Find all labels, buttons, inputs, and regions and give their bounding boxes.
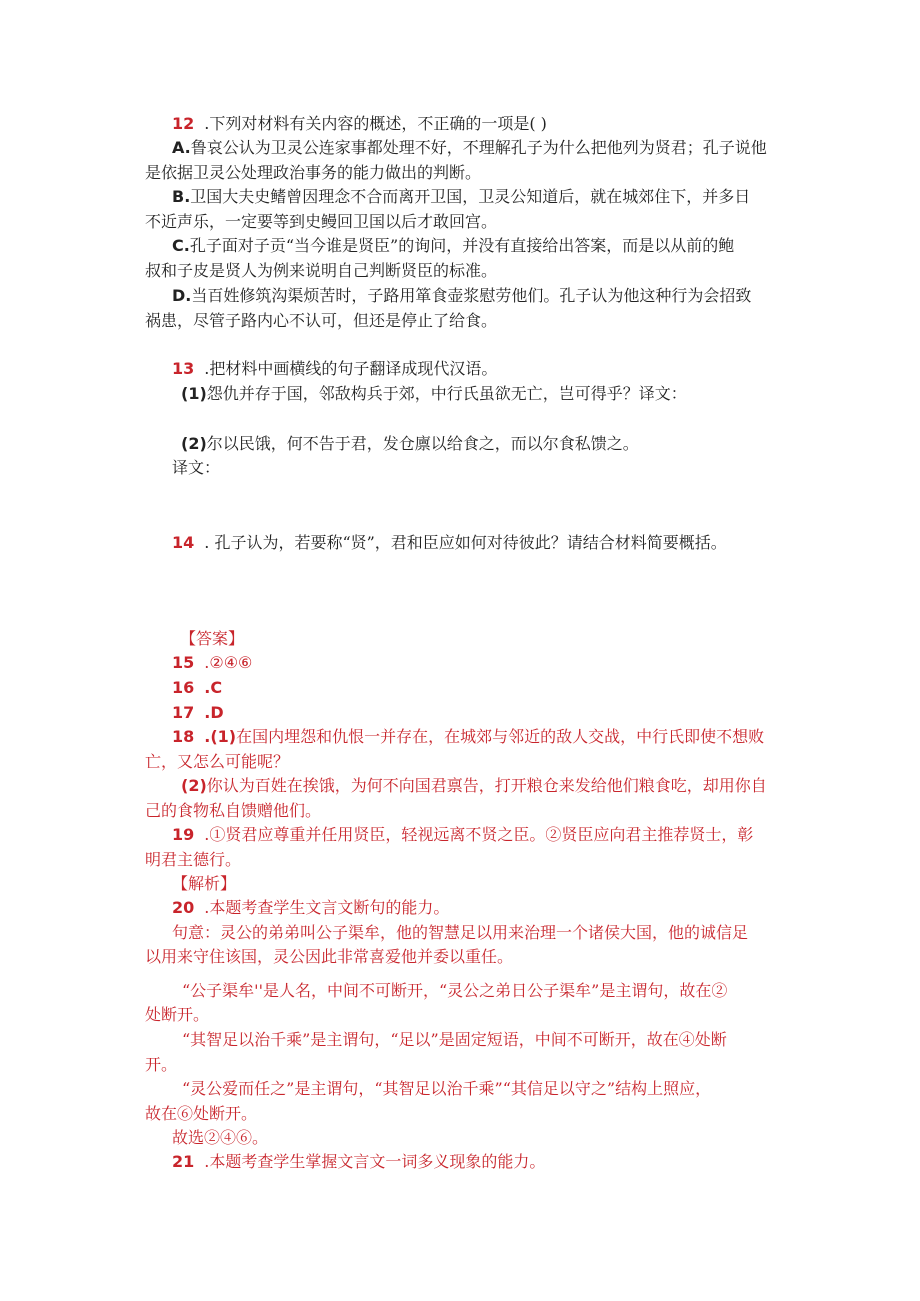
answer-text: .C: [204, 678, 223, 697]
option-a-line-1: [172, 136, 767, 160]
question-number: 12: [172, 114, 195, 133]
sentence-text: 尔以民饿，何不告于君，发仓廪以给食之，而以尔食私馈之。: [206, 434, 639, 453]
answer-16: [172, 676, 222, 700]
option-b-line-1: [172, 185, 750, 209]
analysis-p1-line-2: 以用来守住该国，灵公因此非常喜爱他并委以重任。: [145, 947, 514, 966]
answer-19-line-1: [172, 823, 753, 847]
option-label: A.: [172, 138, 191, 157]
option-text: 鲁哀公认为卫灵公连家事都处理不好，不理解孔子为什么把他列为贤君；孔子说他: [190, 138, 767, 157]
answer-19-line-2: 明君主德行。: [145, 850, 242, 869]
option-text: 当百姓修筑沟渠烦苦时，子路用箪食壶浆慰劳他们。孔子认为他这种行为会招致: [191, 286, 752, 305]
question-12-stem: [172, 112, 547, 136]
sentence-label: (2): [181, 434, 207, 453]
analysis-header: 【解析】: [172, 874, 237, 893]
answer-number: 15: [172, 653, 195, 672]
analysis-p3-line-2: 开。: [145, 1055, 178, 1074]
answer-text: .②④⑥: [204, 653, 253, 672]
analysis-p4-line-1: “灵公爱而任之”是主谓句，“其智足以治千乘”“其信足以守之”结构上照应，: [182, 1079, 712, 1098]
option-label: D.: [172, 286, 192, 305]
analysis-p2-line-1: “公子渠牟''是人名，中间不可断开，“灵公之弟日公子渠牟”是主谓句，故在②: [182, 981, 728, 1000]
analysis-p2-line-2: 处断开。: [145, 1005, 210, 1024]
analysis-conclusion: 故选②④⑥。: [172, 1128, 269, 1147]
answers-header: 【答案】: [180, 629, 245, 648]
option-label: C.: [172, 236, 190, 255]
option-b-line-2: 不近声乐，一定要等到史鳗回卫国以后才敢回宫。: [145, 212, 498, 231]
question-text: . 孔子认为，若要称“贤”，君和臣应如何对待彼此？请结合材料简要概括。: [204, 533, 727, 552]
answer-17: [172, 701, 224, 725]
answer-number: 17: [172, 703, 195, 722]
answer-number: 19: [172, 825, 195, 844]
answer-text: .①贤君应尊重并任用贤臣，轻视远离不贤之臣。②贤臣应向君主推荐贤士，彰: [204, 825, 754, 844]
option-text: 卫国大夫史鳍曾因理念不合而离开卫国，卫灵公知道后，就在城郊住下，并多日: [190, 187, 751, 206]
sentence-label: (2): [181, 776, 207, 795]
answer-number: 16: [172, 678, 195, 697]
answer-text: .D: [204, 703, 224, 722]
question-13-stem: [172, 357, 497, 381]
answer-text: .本题考查学生掌握文言文一词多义现象的能力。: [204, 1152, 546, 1171]
answer-15: [172, 651, 252, 675]
answer-text: 你认为百姓在挨饿，为何不向国君禀告，打开粮仓来发给他们粮食吃，却用你自: [206, 776, 767, 795]
option-label: B.: [172, 187, 191, 206]
analysis-p4-line-2: 故在⑥处断开。: [145, 1104, 258, 1123]
answer-18-line-3: [181, 774, 767, 798]
sentence-label: .(1): [204, 727, 237, 746]
answer-number: 18: [172, 727, 195, 746]
analysis-p3-line-1: “其智足以治千乘”是主谓句，“足以”是固定短语，中间不可断开，故在④处断: [182, 1030, 727, 1049]
translation-label: 译文：: [172, 458, 221, 477]
option-c-line-1: [172, 234, 734, 258]
answer-number: 21: [172, 1152, 195, 1171]
answer-number: 20: [172, 898, 195, 917]
sentence-text: 怨仇并存于国，邻敌构兵于郊，中行氏虽欲无亡，岂可得乎？译文：: [206, 384, 687, 403]
answer-text: .本题考查学生文言文断句的能力。: [204, 898, 450, 917]
question-text: .下列对材料有关内容的概述，不正确的一项是( ): [204, 114, 547, 133]
sentence-label: (1): [181, 384, 207, 403]
option-a-line-2: 是依据卫灵公处理政治事务的能力做出的判断。: [145, 163, 482, 182]
sentence-1: [181, 382, 687, 406]
question-text: .把材料中画横线的句子翻译成现代汉语。: [204, 359, 498, 378]
answer-18-line-2: 亡，又怎么可能呢？: [145, 752, 290, 771]
question-number: 14: [172, 533, 195, 552]
option-d-line-1: [172, 284, 751, 308]
option-c-line-2: 叔和子皮是贤人为例来说明自己判断贤臣的标准。: [145, 261, 498, 280]
option-text: 孔子面对子贡“当今谁是贤臣”的询问，并没有直接给出答案，而是以从前的鲍: [189, 236, 735, 255]
answer-20: [172, 896, 449, 920]
question-number: 13: [172, 359, 195, 378]
answer-18-line-1: [172, 725, 764, 749]
answer-text: 在国内埋怨和仇恨一并存在，在城郊与邻近的敌人交战，中行氏即使不想败: [236, 727, 765, 746]
analysis-p1-line-1: 句意：灵公的弟弟叫公子渠牟，他的智慧足以用来治理一个诸侯大国，他的诚信足: [172, 923, 749, 942]
sentence-2: [181, 432, 639, 456]
question-14-stem: [172, 531, 727, 555]
option-d-line-2: 祸患，尽管子路内心不认可，但还是停止了给食。: [145, 311, 498, 330]
answer-21: [172, 1150, 545, 1174]
answer-18-line-4: 己的食物私自馈赠他们。: [145, 801, 322, 820]
